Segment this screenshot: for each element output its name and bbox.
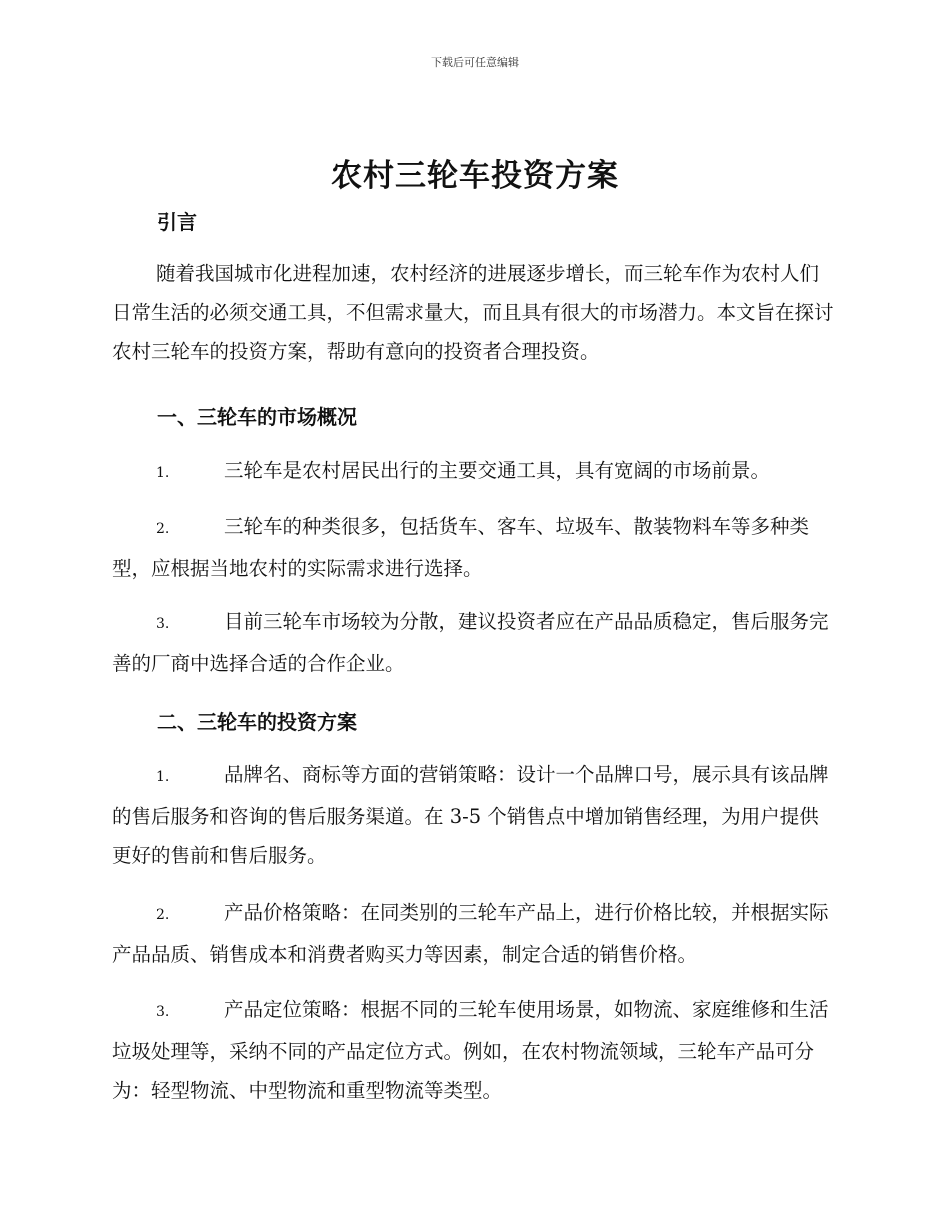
intro-paragraph: 随着我国城市化进程加速，农村经济的进展逐步增长，而三轮车作为农村人们日常生活的必须交通工具，不但需求量大，而且具有很大的市场潜力。本文旨在探讨农村三轮车的投资方案，帮助有意向的投资者合理投资。 [112, 262, 834, 363]
section2-item-2 [112, 893, 834, 974]
section1-heading: 一、三轮车的市场概况 [157, 405, 357, 429]
list-number: 1. [156, 465, 170, 481]
section2-item-1 [112, 755, 834, 875]
list-text: 产品定位策略：根据不同的三轮车使用场景，如物流、家庭维修和生活垃圾处理等，采纳不同的产品定位方式。例如，在农村物流领域，三轮车产品可分为：轻型物流、中型物流和重型物流等类型。 [112, 998, 829, 1102]
list-number: 3. [156, 616, 170, 632]
section1-item-1 [112, 451, 834, 493]
list-text: 三轮车是农村居民出行的主要交通工具，具有宽阔的市场前景。 [224, 459, 771, 482]
list-text: 目前三轮车市场较为分散，建议投资者应在产品品质稳定，售后服务完善的厂商中选择合适的合作企业。 [112, 610, 829, 675]
list-number: 2. [156, 521, 170, 537]
list-number: 1. [156, 769, 170, 785]
document-title: 农村三轮车投资方案 [331, 158, 619, 194]
section1-item-2 [112, 507, 834, 588]
header-note: 下载后可任意编辑 [431, 56, 519, 69]
intro-heading: 引言 [157, 210, 197, 234]
section1-item-3 [112, 602, 834, 683]
list-text: 品牌名、商标等方面的营销策略：设计一个品牌口号，展示具有该品牌的售后服务和咨询的售后服务渠道。在 3-5 个销售点中增加销售经理，为用户提供更好的售前和售后服务。 [112, 763, 829, 867]
section2-heading: 二、三轮车的投资方案 [157, 710, 357, 734]
list-number: 3. [156, 1004, 170, 1020]
section2-item-3 [112, 990, 834, 1110]
list-number: 2. [156, 907, 170, 923]
list-text: 三轮车的种类很多，包括货车、客车、垃圾车、散装物料车等多种类型，应根据当地农村的实际需求进行选择。 [112, 515, 810, 580]
list-text: 产品价格策略：在同类别的三轮车产品上，进行价格比较，并根据实际产品品质、销售成本和消费者购买力等因素，制定合适的销售价格。 [112, 901, 829, 966]
